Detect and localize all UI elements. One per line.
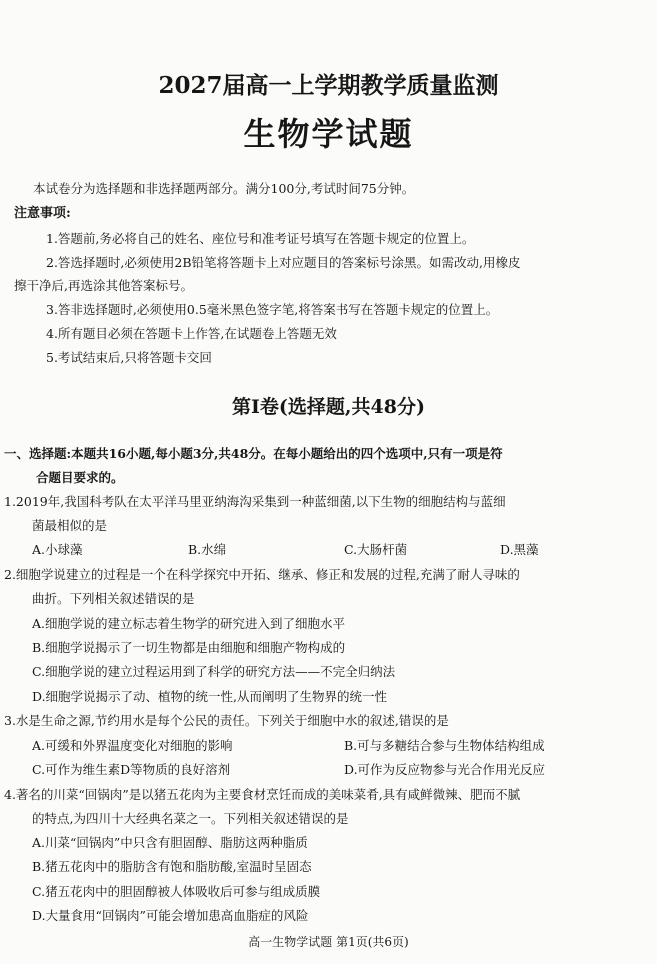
question-stem: 2.细胞学说建立的过程是一个在科学探究中开拓、继承、修正和发展的过程,充满了耐人寻味的: [4, 567, 520, 582]
question-stem: 4.著名的川菜“回锅肉”是以猪五花肉为主要食材烹饪而成的美味菜肴,具有咸鲜微辣、肥而不腻: [4, 787, 521, 802]
option-d: D.可作为反应物参与光合作用光反应: [344, 762, 546, 777]
notice-heading: 注意事项:: [14, 206, 71, 221]
option-c: C.大肠杆菌: [344, 542, 408, 557]
option-b: B.水绵: [188, 542, 227, 557]
option-a: A.可缓和外界温度变化对细胞的影响: [32, 738, 233, 753]
notice-item: 擦干净后,再选涂其他答案标号。: [14, 278, 193, 293]
notice-item: 1.答题前,务必将自己的姓名、座位号和准考证号填写在答题卡规定的位置上。: [46, 231, 475, 246]
option-b: B.猪五花肉中的脂肪含有饱和脂肪酸,室温时呈固态: [32, 859, 312, 874]
option-b: B.细胞学说揭示了一切生物都是由细胞和细胞产物构成的: [32, 640, 346, 655]
question-stem-cont: 的特点,为四川十大经典名菜之一。下列相关叙述错误的是: [32, 811, 349, 826]
question-stem: 3.水是生命之源,节约用水是每个公民的责任。下列关于细胞中水的叙述,错误的是: [4, 713, 449, 728]
option-a: A.川菜“回锅肉”中只含有胆固醇、脂肪这两种脂质: [32, 835, 308, 850]
exam-intro: 本试卷分为选择题和非选择题两部分。满分100分,考试时间75分钟。: [33, 181, 415, 196]
option-d: D.黑藻: [500, 542, 539, 557]
notice-item: 3.答非选择题时,必须使用0.5毫米黑色签字笔,将答案书写在答题卡规定的位置上。: [46, 302, 499, 317]
notice-item: 5.考试结束后,只将答题卡交回: [46, 350, 212, 365]
question-stem-cont: 菌最相似的是: [32, 518, 108, 533]
exam-title: 2027届高一上学期教学质量监测: [158, 72, 499, 99]
part-intro-cont: 合题目要求的。: [36, 470, 124, 485]
option-d: D.细胞学说揭示了动、植物的统一性,从而阐明了生物界的统一性: [32, 689, 388, 704]
option-a: A.小球藻: [32, 542, 83, 557]
notice-item: 2.答选择题时,必须使用2B铅笔将答题卡上对应题目的答案标号涂黑。如需改动,用橡皮: [46, 255, 521, 270]
question-stem: 1.2019年,我国科考队在太平洋马里亚纳海沟采集到一种蓝细菌,以下生物的细胞结构与蓝细: [4, 494, 506, 509]
option-a: A.细胞学说的建立标志着生物学的研究进入到了细胞水平: [32, 616, 346, 631]
part-intro: 一、选择题:本题共16小题,每小题3分,共48分。在每小题给出的四个选项中,只有一项是符: [4, 446, 503, 461]
section-title: 第Ⅰ卷(选择题,共48分): [232, 396, 425, 418]
page-footer: 高一生物学试题 第1页(共6页): [248, 935, 409, 949]
notice-item: 4.所有题目必须在答题卡上作答,在试题卷上答题无效: [46, 326, 337, 341]
option-b: B.可与多糖结合参与生物体结构组成: [344, 738, 545, 753]
exam-subtitle: 生物学试题: [243, 115, 414, 153]
option-c: C.猪五花肉中的胆固醇被人体吸收后可参与组成质膜: [32, 884, 321, 899]
question-stem-cont: 曲折。下列相关叙述错误的是: [32, 591, 195, 606]
option-c: C.可作为维生素D等物质的良好溶剂: [32, 762, 231, 777]
option-c: C.细胞学说的建立过程运用到了科学的研究方法——不完全归纳法: [32, 664, 396, 679]
option-d: D.大量食用“回锅肉”可能会增加患高血脂症的风险: [32, 908, 309, 923]
